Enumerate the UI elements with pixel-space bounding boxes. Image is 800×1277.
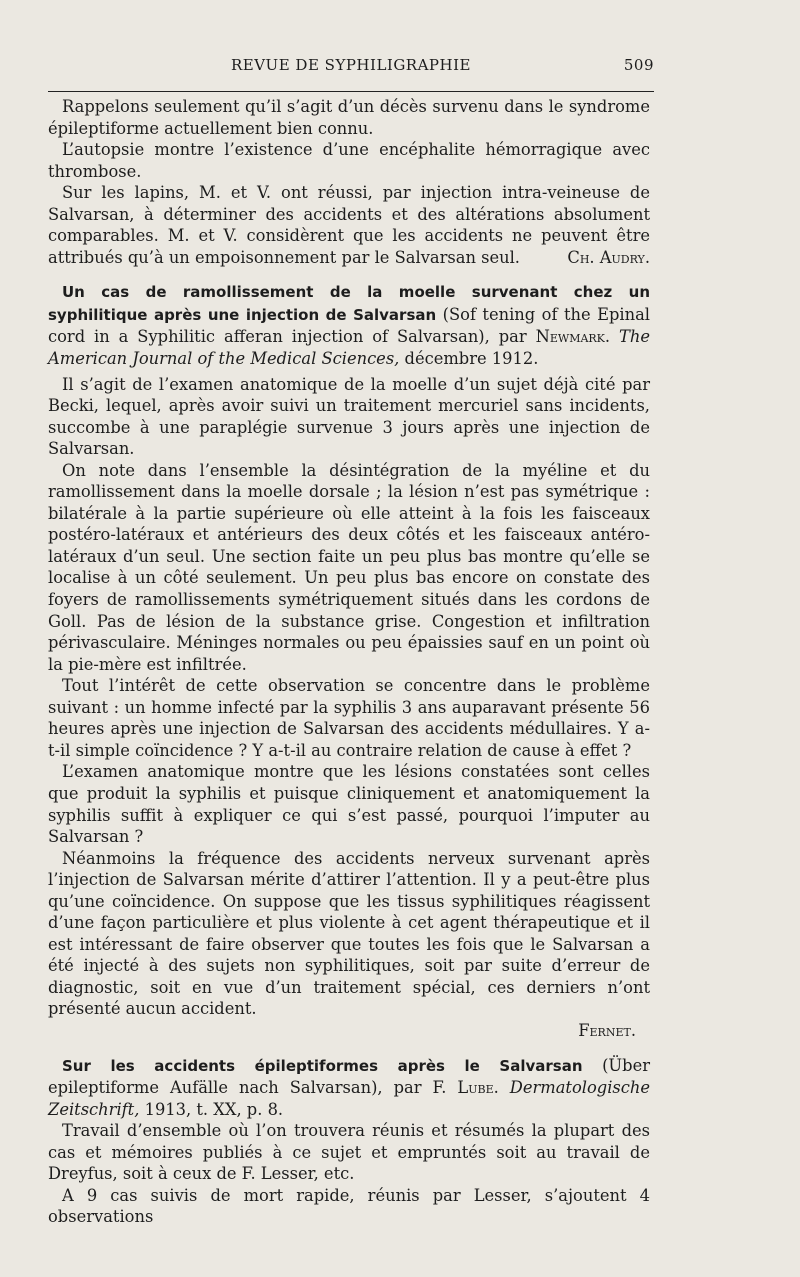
page-body	[48, 96, 650, 1228]
header-rule	[48, 91, 654, 92]
paragraph: Il s’agit de l’examen anatomique de la moelle d’un sujet déjà cité par Becki, lequel, après avoir suivi un traitement mercuriel sans incidents, succombe à une paraplégie survenue 3 jours après une injection de Salvarsan.	[48, 374, 650, 459]
running-title: REVUE DE SYPHILIGRAPHIE	[230, 56, 471, 74]
paragraph: L’autopsie montre l’existence d’une encéphalite hémorragique avec thrombose.	[48, 140, 650, 181]
article-heading	[48, 1055, 650, 1121]
reference-separator: .	[604, 327, 620, 347]
paragraph-text: Sur les lapins, M. et V. ont réussi, par injection intra-veineuse de Salvarsan, à déterminer des accidents et des altérations absolument comparables. M. et V. considèrent que les accidents ne peuvent être attribués qu’à un empoisonnement par le Salvarsan seul.	[48, 183, 650, 267]
article-reference: (Über epileptiforme Aufälle nach Salvarsan), par F.	[48, 1055, 650, 1098]
paragraph: On note dans l’ensemble la désintégration de la myéline et du ramollissement dans la moelle dorsale ; la lésion n’est pas symétrique : bilatérale à la partie supérieure où elle atteint à la fois les faisceaux postéro-latéraux et antérieurs des deux côtés et les faisceaux antéro-latéraux d’un seul. Une section faite un peu plus bas montre qu’elle se localise à un côté seulement. Un peu plus bas encore on constate des foyers de ramollissements symétriquement situés dans les cordons de Goll. Pas de lésion de la substance grise. Congestion et infiltration périvasculaire. Méninges normales ou peu épaissies sauf en un point où la pie-mère est infiltrée.	[48, 460, 650, 674]
article-author: Lube	[457, 1078, 494, 1098]
journal-name: The American Journal of the Medical Sciences,	[48, 327, 650, 369]
page-header	[48, 56, 654, 78]
author-signature: Fernet.	[578, 1020, 636, 1040]
article-reference: (Sof tening of the Epinal cord in a Syphilitic afferan injection of Salvarsan), par	[48, 304, 650, 347]
paragraph	[48, 182, 650, 268]
paragraph: Néanmoins la fréquence des accidents nerveux survenant après l’injection de Salvarsan mérite d’attirer l’attention. Il y a peut-être plus qu’une coïncidence. On suppose que les tissus syphilitiques réagissent d’une façon particulière et plus violente à cet agent thérapeutique et il est intéressant de faire observer que toutes les fois que le Salvarsan a été injecté à des sujets non syphilitiques, soit par suite d’erreur de diagnostic, soit en vue d’un traitement spécial, ces derniers n’ont présenté aucun accident.	[48, 848, 650, 1019]
reference-separator: .	[493, 1078, 510, 1098]
paragraph: Rappelons seulement qu’il s’agit d’un décès survenu dans le syndrome épileptiforme actuellement bien connu.	[48, 97, 650, 138]
journal-name: Dermatologische Zeitschrift,	[48, 1078, 650, 1119]
publication-date: 1913, t. XX, p. 8.	[139, 1099, 284, 1119]
article-title: Sur les accidents épileptiformes après le Salvarsan	[62, 1056, 583, 1075]
page-number: 509	[623, 56, 654, 74]
article-title: Un cas de ramollissement de la moelle survenant chez un syphilitique après une injection de Salvarsan	[48, 283, 650, 324]
paragraph: Tout l’intérêt de cette observation se concentre dans le problème suivant : un homme infecté par la syphilis 3 ans auparavant présente 56 heures après une injection de Salvarsan des accidents médullaires. Y a-t-il simple coïncidence ? Y a-t-il au contraire relation de cause à effet ?	[48, 676, 650, 760]
article-author: Newmark	[535, 327, 605, 347]
publication-date: décembre 1912.	[399, 349, 539, 369]
paragraph: A 9 cas suivis de mort rapide, réunis par Lesser, s’ajoutent 4 observations	[48, 1185, 650, 1227]
author-signature: Ch. Audry.	[567, 247, 650, 267]
paragraph: L’examen anatomique montre que les lésions constatées sont celles que produit la syphilis et puisque cliniquement et anatomiquement la syphilis suffit à expliquer ce qui s’est passé, pourquoi l’imputer au Salvarsan ?	[48, 762, 650, 847]
article-heading	[48, 281, 650, 369]
paragraph: Travail d’ensemble où l’on trouvera réunis et résumés la plupart des cas et mémoires publiés à ce sujet et empruntés soit au travail de Dreyfus, soit à ceux de F. Lesser, etc.	[48, 1121, 650, 1184]
